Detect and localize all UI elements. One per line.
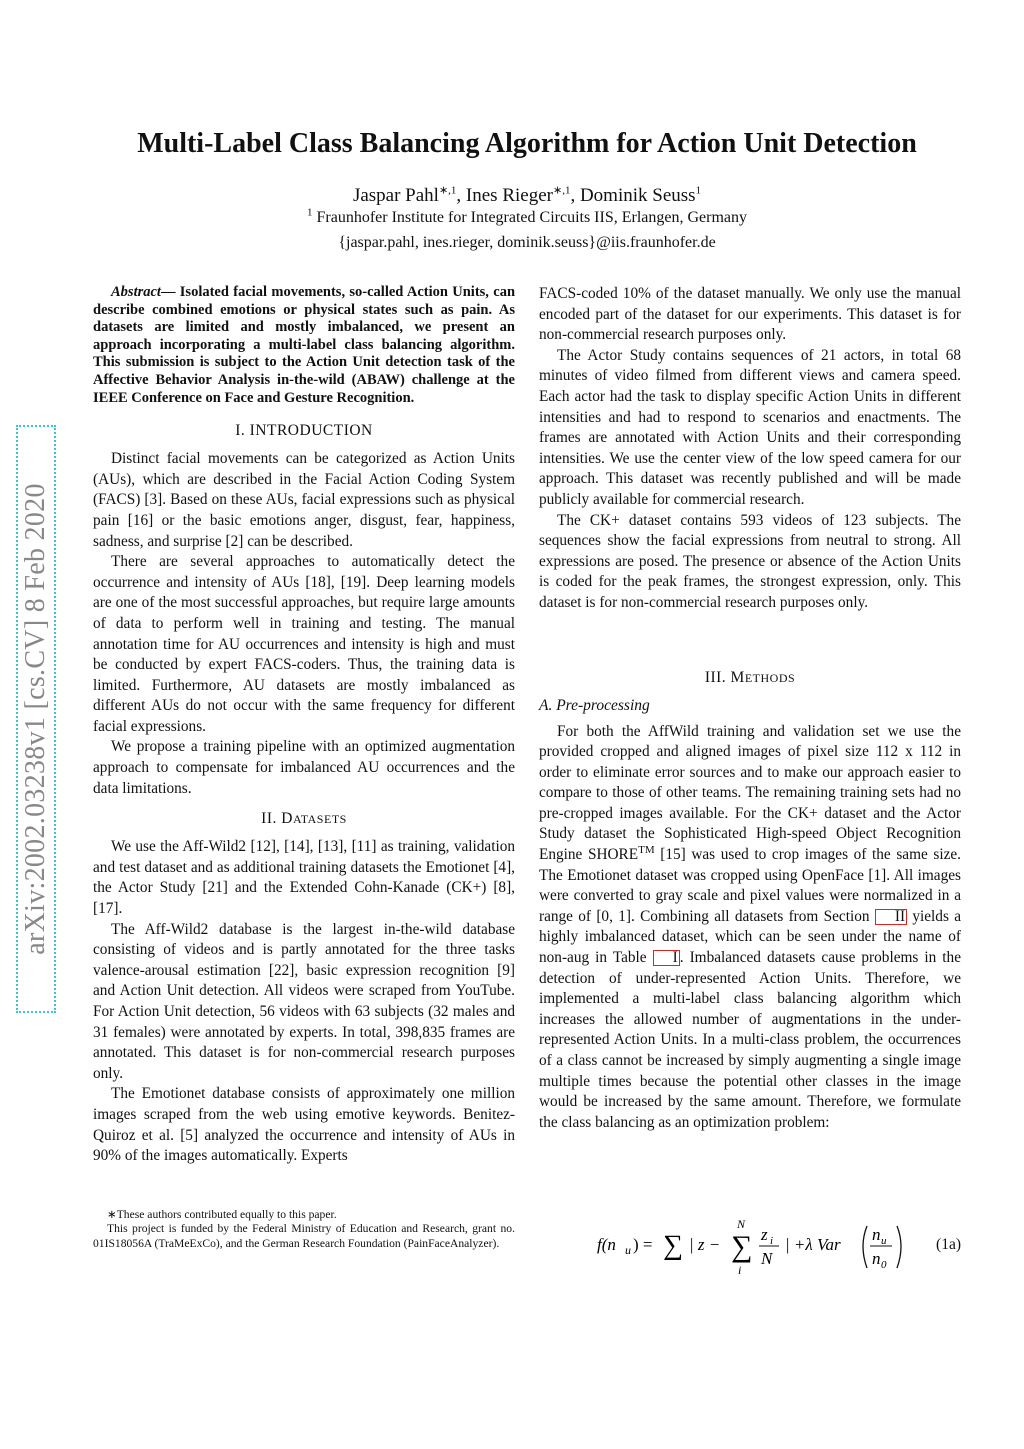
eq-n-u-sub: u xyxy=(881,1235,887,1247)
equation-label: (1a) xyxy=(936,1236,961,1253)
paragraph: The Actor Study contains sequences of 21 actors, in total 68 minutes of video filmed from different views and camera speed. Each actor had the task to display specific Action Units in different intensities and had to respond to scenarios and enactments. The frames are annotated with Action Units and their corresponding intensities. We use the center view of the low speed camera for our approach. This dataset was recently published and will be made publicly available for commercial research. xyxy=(539,346,961,508)
eq-frac-num-sub: i xyxy=(770,1235,774,1247)
author-list: Jaspar Pahl$^{∗,1}$, Ines Rieger$^{∗,1}$, Dominik Seuss$^1$ xyxy=(352,184,702,206)
section-reference-link[interactable]: II xyxy=(875,909,907,925)
eq-plus-var: | +λ Var xyxy=(785,1235,841,1254)
author-name: Ines Rieger xyxy=(465,185,553,206)
footnotes xyxy=(93,1208,515,1251)
author-emails[interactable]: {jaspar.pahl, ines.rieger, dominik.seuss}@iis.fraunhofer.de xyxy=(338,234,716,251)
eq-lhs-end: ) = xyxy=(633,1235,653,1254)
paragraph: The Emotionet database consists of approximately one million images scraped from the web using emotive keywords. Benitez-Quiroz et al. [5] analyzed the occurrence and intensity of AUs in 90% of the images automatically. Experts xyxy=(93,1085,515,1165)
eq-sum-2: ∑ xyxy=(731,1230,753,1263)
paragraph: FACS-coded 10% of the dataset manually. We only use the manual encoded part of the dataset for our experiments. This dataset is for non-commercial research purposes only. xyxy=(539,285,961,344)
abstract-dash: — xyxy=(160,284,180,300)
eq-bar-z: | z − xyxy=(689,1235,721,1254)
right-column xyxy=(539,284,961,1133)
eq-frac-den: N xyxy=(761,1249,773,1268)
eq-paren-left xyxy=(863,1226,867,1268)
eq-lhs-sub: u xyxy=(625,1243,631,1257)
affiliation-text: Fraunhofer Institute for Integrated Circuits IIS, Erlangen, Germany xyxy=(316,209,748,226)
abstract xyxy=(93,284,515,407)
author-mark: ∗,1 xyxy=(552,184,571,197)
eq-n-0-sub: 0 xyxy=(881,1259,887,1271)
subsection-heading: A. Pre-processing xyxy=(539,696,650,714)
author-mark: ∗,1 xyxy=(438,184,457,197)
abstract-label: Abstract xyxy=(111,284,161,300)
paragraph: The Aff-Wild2 database is the largest in-the-wild database consisting of videos and is partly annotated for the three tasks valence-arousal estimation [22], basic expression recognition [9] and Action Unit detection. All videos were scraped from YouTube. For Action Unit detection, 56 videos with 63 subjects (32 males and 31 females) were annotated by experts. In total, 398,835 frames are annotated. This dataset is for non-commercial research purposes only. xyxy=(93,920,515,1082)
affiliation-mark: 1 xyxy=(306,206,313,219)
left-column xyxy=(93,284,515,1167)
eq-n-0: n xyxy=(872,1249,881,1268)
paragraph: For both the AffWild training and validation set we use the provided cropped and aligned images of pixel size 112 x 112 in order to eliminate error sources and to make our approach easier to compare to those of other teams. The remaining training sets had no pre-cropped images available. For the CK+ dataset and the Actor Study dataset the Sophisticated High-speed Object Recognition Engine SHORE™ [15] was used to crop images of the same size. The Emotionet dataset was cropped using OpenFace [1]. All images were converted to gray scale and pixel values were normalized in a range of [0, 1]. Combining all datasets from Section II yields a highly imbalanced dataset, which can be seen under the name of non-aug in Table I . Imbalanced datasets cause problems in the detection of under-represented Action Units. Therefore, we implemented a multi-label class balancing algorithm which increases the allowed number of augmentations in the under-represented Action Units. In a multi-class problem, the occurrences of a class cannot be increased by simply augmenting a single image multiple times because the potential other classes in the image would be increased by the same amount. Therefore, we formulate the class balancing as an optimization problem: xyxy=(539,722,962,1131)
paragraph: We propose a training pipeline with an optimized augmentation approach to compensate for imbalanced AU occurrences and the data limitations. xyxy=(93,738,515,797)
paragraph: The CK+ dataset contains 593 videos of 123 subjects. The sequences show the facial expressions from neutral to strong. All expressions are posed. The presence or absence of the Action Units is coded for the peak frames, the strongest expression, only. This dataset is for non-commercial research purposes only. xyxy=(539,511,961,611)
footnote: ∗These authors contributed equally to this paper. xyxy=(107,1208,337,1221)
paper-title: Multi-Label Class Balancing Algorithm for Action Unit Detection xyxy=(137,128,917,159)
section-heading-introduction: I. INTRODUCTION xyxy=(235,422,373,440)
eq-sum-top: N xyxy=(737,1217,746,1231)
eq-sum-1: ∑ xyxy=(663,1230,683,1261)
section-heading-datasets: II. DATASETS xyxy=(261,810,347,828)
eq-sum-bot: i xyxy=(738,1263,742,1277)
eq-frac-num: z xyxy=(761,1225,768,1244)
author-mark: 1 xyxy=(695,184,702,197)
abstract-text: Isolated facial movements, so-called Action Units, can describe combined emotions or physical states such as pain. As datasets are limited and mostly imbalanced, we present an approach incorporating a multi-label class balancing algorithm. This submission is subject to the Action Unit detection task of the Affective Behavior Analysis in-the-wild (ABAW) challenge at the IEEE Conference on Face and Gesture Recognition. xyxy=(93,284,516,406)
spacer xyxy=(539,614,961,658)
affiliation xyxy=(80,207,974,229)
footnote: This project is funded by the Federal Ministry of Education and Research, grant no. 01IS18056A (TraMeExCo), and the German Research Foundation (PainFaceAnalyzer). xyxy=(93,1222,515,1250)
trademark: TM xyxy=(638,843,655,856)
paragraph: There are several approaches to automatically detect the occurrence and intensity of AUs [18], [19]. Deep learning models are one of the most successful approaches, but require large amounts of data to perform well in training and testing. The manual annotation time for AU occurrences and intensity is high and must be conducted by expert FACS-coders. Thus, the training data is limited. Furthermore, AU datasets are mostly imbalanced as different AUs do not occur with the same frequency for different facial expressions. xyxy=(93,553,515,735)
paragraph: We use the Aff-Wild2 [12], [14], [13], [11] as training, validation and test dataset and as additional training datasets the Emotionet [4], the Actor Study [21] and the Extended Cohn-Kanade (CK+) [8], [17]. xyxy=(93,838,515,918)
eq-lhs: f(n xyxy=(597,1235,616,1254)
table-reference-link[interactable]: I xyxy=(653,950,680,966)
section-heading-methods: III. METHODS xyxy=(704,668,796,686)
paragraph: Distinct facial movements can be categorized as Action Units (AUs), which are described in the Facial Action Coding System (FACS) [3]. Based on these AUs, facial expressions such as physical pain [16] or the basic emotions anger, disgust, fear, happiness, sadness, and surprise [2] can be described. xyxy=(93,450,515,550)
eq-n-u: n xyxy=(872,1225,881,1244)
author-name: Dominik Seuss xyxy=(579,185,696,206)
equation-1a xyxy=(539,1216,961,1280)
arxiv-stamp xyxy=(16,425,60,1015)
arxiv-stamp-text[interactable]: arXiv:2002.03238v1 [cs.CV] 8 Feb 2020 xyxy=(20,483,51,955)
author-name: Jaspar Pahl xyxy=(352,185,439,206)
eq-paren-right xyxy=(897,1226,901,1268)
equation-graphic xyxy=(597,1216,917,1280)
